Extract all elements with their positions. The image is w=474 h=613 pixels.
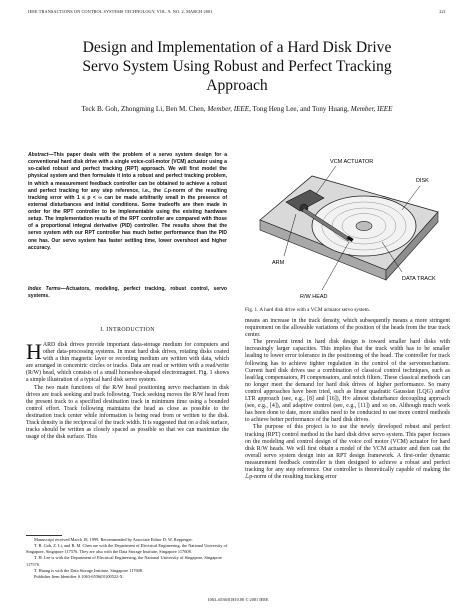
label-vcm-actuator: VCM ACTUATOR (330, 159, 374, 165)
footnote-line: T. H. Lee is with the Department of Electrical Engineering, the National University of Singapore, Singapore 117576. (26, 555, 222, 567)
title-line: Servo System Using Robust and Perfect Tracking (82, 58, 392, 75)
footnote-line: Manuscript received March 18, 1999. Recommended by Associate Editor D. W. Repperger. (34, 537, 193, 542)
hard-disk-drive-figure (252, 150, 444, 302)
body-paragraph: The purpose of this project is to use the newly developed robust and perfect tracking (RPT) control method in the hard disk drive servo system. This paper focuses on the modeling and control design of the voice coil motor (VCM) actuator for hard disk R/W heads. We will first obtain a model of the VCM actuator and then cast the overall servo system design into an RPT design framework. A first-order dynamic measurement feedback controller is then designed to achieve a robust and perfect tracking for any step reference. Our controller is theoretically capable of making the ℒp-norm of the resulting tracking error (245, 424, 450, 481)
copyright-line: 1063–6536/01$10.00 © 2001 IEEE (207, 597, 269, 602)
label-arm: ARM (272, 260, 285, 266)
index-terms-label: Index Terms— (28, 286, 66, 292)
title-line: Approach (206, 77, 268, 94)
intro-paragraph (26, 339, 229, 385)
author-names: Teck B. Goh, Zhongming Li, Ben M. Chen, (81, 105, 208, 113)
section-heading: I. INTRODUCTION (100, 327, 155, 333)
body-paragraph: The prevalent trend in hard disk design is toward smaller hard disks with increasingly larger capacities. This implies that the track width has to be smaller leading to lower error tolerance in the positioning of the head. The controller for track following has to achieve tighter regulation in the control of the servomechanism. Current hard disk drives use a combination of classical control techniques, such as lead/lag compensators, PI compensators, and notch filters. These classical methods can no longer meet the demand for hard disk drives of higher performance. So many control approaches have been tried, such as linear quadratic Gaussian (LQG) and/or LTR approach (see, e.g., [8] and [16]), H∞ almost disturbance decoupling approach (see, e.g., [4]), and adaptive control (see, e.g., [11]) and so on. Although much work has been done to date, more studies need to be conducted to use more control methods to achieve better performance of the hard disk drives. (245, 339, 450, 424)
title-line: Design and Implementation of a Hard Disk Drive (82, 39, 392, 56)
body-paragraph: means an increase in the track density, which subsequently means a more stringent requirement on the allowable variations of the position of the heads from the true track center. (245, 318, 450, 339)
footnote-line: T. B. Goh, Z. Li, and B. M. Chen are with the Department of Electrical Engineering, the National University of Singapore, Singapore 117576. They are also with the Data Storage Institute, Singapore 117608. (26, 543, 228, 555)
index-terms (28, 286, 227, 300)
figure-caption: Fig. 1. A hard disk drive with a VCM actuator servo system. (245, 307, 370, 313)
label-disk: DISK (416, 178, 429, 184)
abstract-label: Abstract— (28, 152, 54, 158)
author-list (30, 105, 444, 113)
abstract-text: This paper deals with the problem of a servo system design for a conventional hard disk drive with a single voice-coil-motor (VCM) actuator using a so-called robust and perfect tracking (RPT) approach. We will first model the physical system and then formulate it into a robust and perfect tracking problem, in which a measurement feedback controller can be obtained to achieve a robust and perfect tracking for any step reference, i.e., the ℒp-norm of the resulting tracking error with 1 ≤ p < ∞ can be made arbitrarily small in the presence of external disturbances and initial conditions. Some tradeoffs are then made in order for the RPT controller to be implementable using the existing hardware setup. The implementation results of the RPT controller are compared with those of a proportional integral derivative (PID) controller. The results show that the servo system with our RPT controller has much better performance than the PID one has. Our servo system has faster settling time, lower overshoot and higher accuracy. (28, 152, 227, 251)
intro-paragraph: The two main functions of the R/W head positioning servo mechanism in disk drives are track seeking and track following. Track seeking moves the R/W head from the present track to a specified destination track in minimum time using a bounded control effort. Track following maintains the head as close as possible to the destination track center while information is being read from or written to the disk. Track density is the reciprocal of the track width. It is suggested that on a disk surface, tracks should be written as closely spaced as possible so that we can maximize the usage of the disk surface. This (26, 384, 229, 441)
member-tag: Member, IEEE (350, 105, 393, 113)
footnote-line: Publisher Item Identifier S 1063-6536(01)00522-X. (34, 573, 124, 579)
label-data-track: DATA TRACK (402, 276, 436, 282)
footnote-line: T. Huang is with the Data Storage Institute, Singapore 117608. (34, 567, 144, 573)
running-head (28, 9, 446, 17)
footnote-rule (26, 535, 62, 536)
intro-paragraph-text: ARD disk drives provide important data-storage medium for computers and other data-processing systems. In most hard disk drives, rotating disks coated with a thin magnetic layer or recording medium are written with data, which are arranged in concentric circles or tracks. Data are read or written with a read/write (R/W) head, which consists of a small horseshoe-shaped electromagnet. Fig. 1 shows a simple illustration of a typical hard disk servo system. (26, 342, 229, 384)
drop-cap: H (26, 339, 42, 364)
footnote (26, 537, 229, 580)
page-number: 221 (439, 9, 446, 14)
label-rw-head: R/W HEAD (300, 294, 328, 300)
right-column-text (245, 318, 450, 481)
abstract (28, 152, 227, 252)
introduction-text (26, 339, 229, 441)
author-names: , Tong Heng Lee, and Tony Huang, (249, 105, 351, 113)
journal-header: IEEE TRANSACTIONS ON CONTROL SYSTEMS TECHNOLOGY, VOL. 9, NO. 2, MARCH 2001 (28, 9, 213, 14)
index-terms-text: Actuators, modeling, perfect tracking, robust control, servo systems. (28, 286, 227, 300)
hdd-illustration (252, 150, 444, 302)
paper-title (30, 38, 444, 95)
spindle-hub (356, 221, 372, 230)
member-tag: Member, IEEE (207, 105, 250, 113)
